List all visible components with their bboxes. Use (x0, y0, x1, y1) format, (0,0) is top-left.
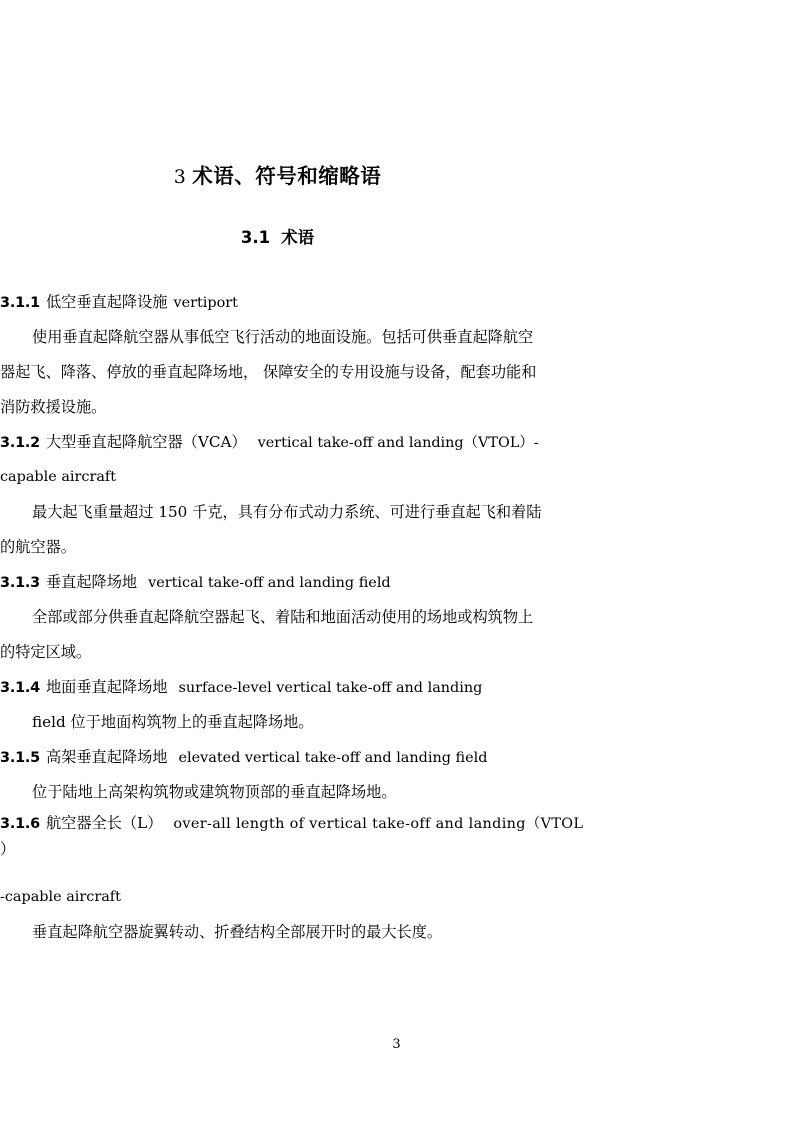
term-en: elevated vertical take-off and landing field (178, 750, 488, 766)
term-cn: 大型垂直起降航空器（VCA） (45, 433, 247, 451)
page-number: 3 (392, 1037, 401, 1052)
term-definition-line: 使用垂直起降航空器从事低空飞行活动的地面设施。包括可供垂直起降航空 (32, 328, 534, 346)
term-cn: 高架垂直起降场地 (45, 748, 168, 766)
term-cn: 地面垂直起降场地 (45, 678, 168, 696)
term-en-continuation: capable aircraft (0, 469, 117, 485)
term-definition-line: 位于陆地上高架构筑物或建筑物顶部的垂直起降场地。 (32, 783, 397, 801)
term-cn: 航空器全长（L） (45, 814, 163, 832)
term-en: surface-level vertical take-off and landing (178, 680, 483, 696)
term-definition-line: 的特定区域。 (0, 643, 92, 661)
terms-body (0, 285, 584, 950)
term-number: 3.1.2 (0, 435, 40, 451)
chapter-heading (0, 164, 555, 189)
term-definition-line: 垂直起降航空器旋翼转动、折叠结构全部展开时的最大长度。 (32, 923, 443, 941)
term-en: vertical take-off and landing field (148, 575, 391, 591)
term-number: 3.1.6 (0, 816, 40, 832)
term-definition-line: 消防救援设施。 (0, 398, 107, 416)
section-heading (0, 228, 555, 248)
term-number: 3.1.1 (0, 295, 40, 311)
chapter-number: 3 (173, 166, 187, 188)
term-number: 3.1.3 (0, 575, 40, 591)
term-en: over-all length of vertical take-off and landing（VTOL (173, 816, 584, 832)
term-cn: 低空垂直起降设施 (45, 293, 168, 311)
section-number: 3.1 (240, 228, 271, 247)
term-en: vertical take-off and landing（VTOL）- (257, 435, 539, 451)
term-entry-heading (0, 285, 555, 320)
term-entry-heading (0, 565, 555, 600)
term-number: 3.1.4 (0, 680, 40, 696)
term-en: vertiport (173, 295, 238, 311)
term-definition-line: 的航空器。 (0, 538, 76, 556)
term-cn: 垂直起降场地 (45, 573, 138, 591)
term-definition-line: field 位于地面构筑物上的垂直起降场地。 (32, 713, 314, 731)
term-number: 3.1.5 (0, 750, 40, 766)
section-title: 术语 (281, 228, 315, 247)
term-en-continuation: -capable aircraft (0, 889, 121, 905)
term-entry-heading (0, 670, 555, 705)
term-entry-heading (0, 810, 584, 836)
term-en-paren: ） (0, 840, 16, 858)
term-entry-heading (0, 740, 555, 775)
term-entry-heading (0, 425, 555, 460)
chapter-title: 术语、符号和缩略语 (192, 164, 382, 188)
term-definition-line: 全部或部分供垂直起降航空器起飞、着陆和地面活动使用的场地或构筑物上 (32, 608, 534, 626)
term-definition-line: 器起飞、降落、停放的垂直起降场地， 保障安全的专用设施与设备，配套功能和 (0, 363, 537, 381)
term-definition-line: 最大起飞重量超过 150 千克，具有分布式动力系统、可进行垂直起飞和着陆 (32, 503, 542, 521)
